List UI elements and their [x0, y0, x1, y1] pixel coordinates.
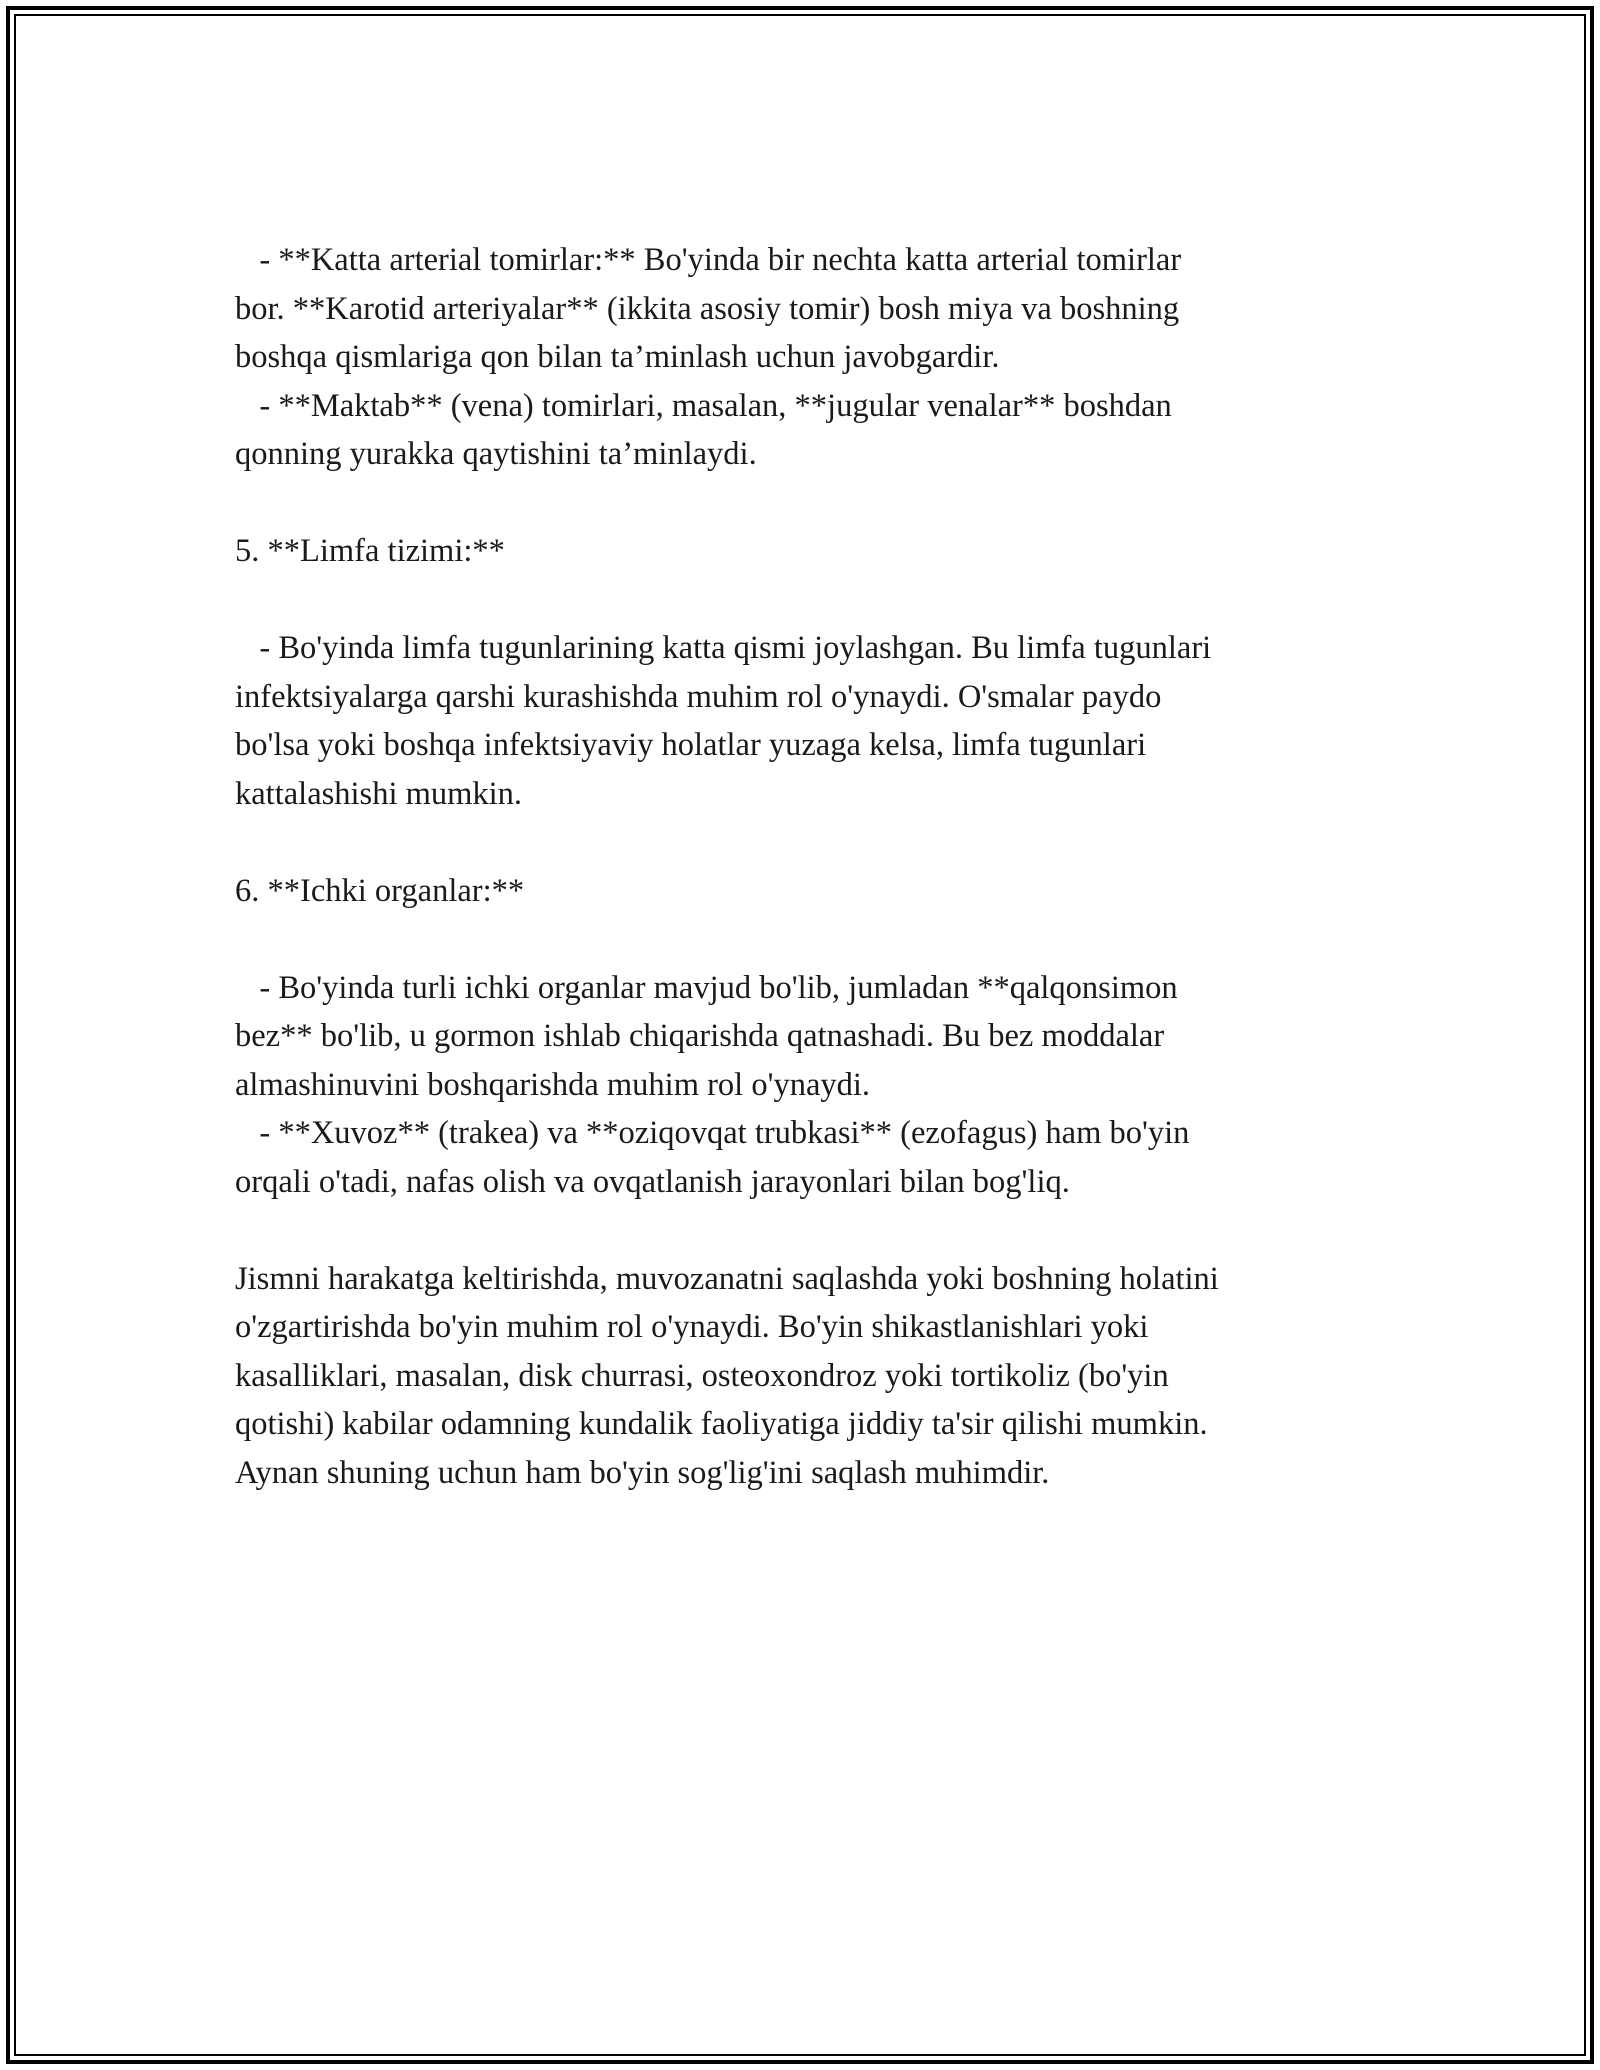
blank-line — [235, 915, 1385, 964]
text-line: bor. **Karotid arteriyalar** (ikkita asosiy tomir) bosh miya va boshning — [235, 290, 1180, 327]
blank-line — [235, 576, 1385, 625]
blank-line — [235, 818, 1385, 867]
paragraph-blood-vessels — [235, 236, 1385, 479]
text-line: - Bo'yinda turli ichki organlar mavjud bo'lib, jumladan **qalqonsimon — [235, 969, 1178, 1006]
text-line: - Bo'yinda limfa tugunlarining katta qismi joylashgan. Bu limfa tugunlari — [235, 630, 1212, 666]
section-heading-internal-organs: 6. **Ichki organlar:** — [235, 872, 525, 909]
blank-line — [235, 1206, 1385, 1255]
document-body — [235, 236, 1385, 1497]
blank-line — [235, 479, 1385, 528]
text-line: Jismni harakatga keltirishda, muvozanatni saqlashda yoki boshning holatini — [235, 1260, 1219, 1297]
text-line: qonning yurakka qaytishini ta’minlaydi. — [235, 436, 757, 472]
text-line: - **Maktab** (vena) tomirlari, masalan, **jugular venalar** boshdan — [235, 387, 1172, 424]
text-line: o'zgartirishda bo'yin muhim rol o'ynaydi. Bo'yin shikastlanishlari yoki — [235, 1309, 1149, 1345]
text-line: orqali o'tadi, nafas olish va ovqatlanish jarayonlari bilan bog'liq. — [235, 1163, 1070, 1200]
text-line: kasalliklari, masalan, disk churrasi, osteoxondroz yoki tortikoliz (bo'yin — [235, 1357, 1169, 1394]
section-heading-lymph-system: 5. **Limfa tizimi:** — [235, 533, 505, 569]
paragraph-conclusion — [235, 1255, 1385, 1498]
text-line: - **Katta arterial tomirlar:** Bo'yinda bir nechta katta arterial tomirlar — [235, 242, 1182, 278]
text-line: Aynan shuning uchun ham bo'yin sog'lig'ini saqlash muhimdir. — [235, 1454, 1050, 1491]
paragraph-internal-organs — [235, 964, 1385, 1207]
paragraph-lymph-nodes — [235, 624, 1385, 818]
text-line: bo'lsa yoki boshqa infektsiyaviy holatlar yuzaga kelsa, limfa tugunlari — [235, 727, 1147, 763]
text-line: boshqa qismlariga qon bilan ta’minlash uchun javobgardir. — [235, 339, 1000, 375]
text-line: qotishi) kabilar odamning kundalik faoliyatiga jiddiy ta'sir qilishi mumkin. — [235, 1406, 1208, 1442]
text-line: infektsiyalarga qarshi kurashishda muhim rol o'ynaydi. O'smalar paydo — [235, 678, 1162, 715]
text-line: almashinuvini boshqarishda muhim rol o'ynaydi. — [235, 1066, 871, 1103]
text-line: - **Xuvoz** (trakea) va **oziqovqat trubkasi** (ezofagus) ham bo'yin — [235, 1115, 1190, 1151]
text-line: kattalashishi mumkin. — [235, 775, 523, 812]
text-line: bez** bo'lib, u gormon ishlab chiqarishda qatnashadi. Bu bez moddalar — [235, 1018, 1165, 1054]
